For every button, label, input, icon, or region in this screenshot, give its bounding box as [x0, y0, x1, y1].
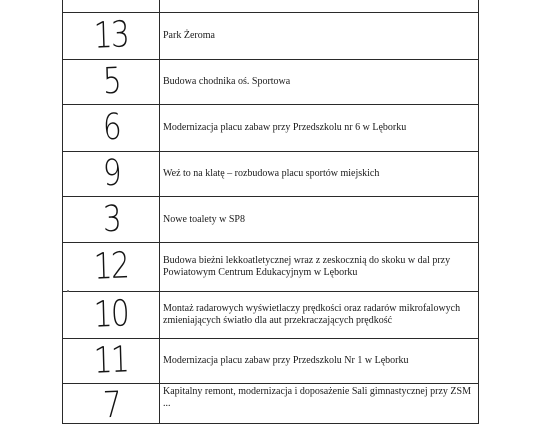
table-row — [63, 292, 479, 339]
scan-speck — [67, 290, 69, 292]
project-name-cell: Kapitalny remont, modernizacja i doposażenie Sali gimnastycznej przy ZSM ... — [160, 384, 479, 424]
row-number-cell — [63, 152, 160, 197]
handwritten-number: 6 — [101, 106, 121, 149]
ranking-table — [62, 0, 479, 424]
handwritten-number: 12 — [93, 245, 129, 288]
table-row — [63, 105, 479, 152]
row-number-cell — [63, 384, 160, 424]
table-row — [63, 243, 479, 292]
row-number-cell — [63, 0, 160, 13]
project-name-cell: Montaż radarowych wyświetlaczy prędkości oraz radarów mikrofalowych zmieniających światło dla aut przekraczających prędkość — [160, 292, 479, 339]
handwritten-number: 13 — [93, 14, 129, 57]
project-name-cell: Park Żeroma — [160, 13, 479, 60]
handwritten-number: 10 — [93, 293, 129, 336]
table-row — [63, 197, 479, 243]
row-number-cell — [63, 105, 160, 152]
project-name-cell: Budowa bieżni lekkoatletycznej wraz z zeskocznią do skoku w dal przy Powiatowym Centrum Edukacyjnym w Lęborku — [160, 243, 479, 292]
row-number-cell — [63, 13, 160, 60]
row-number-cell — [63, 60, 160, 105]
handwritten-number: 11 — [93, 339, 129, 382]
project-name-cell: Nowe toalety w SP8 — [160, 197, 479, 243]
table-row — [63, 0, 479, 13]
table-row — [63, 60, 479, 105]
project-name-cell: Modernizacja placu zabaw przy Przedszkolu nr 6 w Lęborku — [160, 105, 479, 152]
row-number-cell — [63, 292, 160, 339]
handwritten-number: 3 — [101, 198, 121, 240]
handwritten-number: 9 — [101, 152, 121, 195]
row-number-cell — [63, 339, 160, 384]
row-number-cell — [63, 243, 160, 292]
project-name-cell — [160, 0, 479, 13]
table-row — [63, 152, 479, 197]
project-name-cell: Modernizacja placu zabaw przy Przedszkolu Nr 1 w Lęborku — [160, 339, 479, 384]
row-number-cell — [63, 197, 160, 243]
handwritten-number: 7 — [101, 384, 121, 426]
table-row — [63, 339, 479, 384]
handwritten-number: 5 — [101, 60, 121, 103]
project-name-cell: Weź to na klatę – rozbudowa placu sportów miejskich — [160, 152, 479, 197]
table-row — [63, 13, 479, 60]
project-name-cell: Budowa chodnika oś. Sportowa — [160, 60, 479, 105]
table-row — [63, 384, 479, 424]
